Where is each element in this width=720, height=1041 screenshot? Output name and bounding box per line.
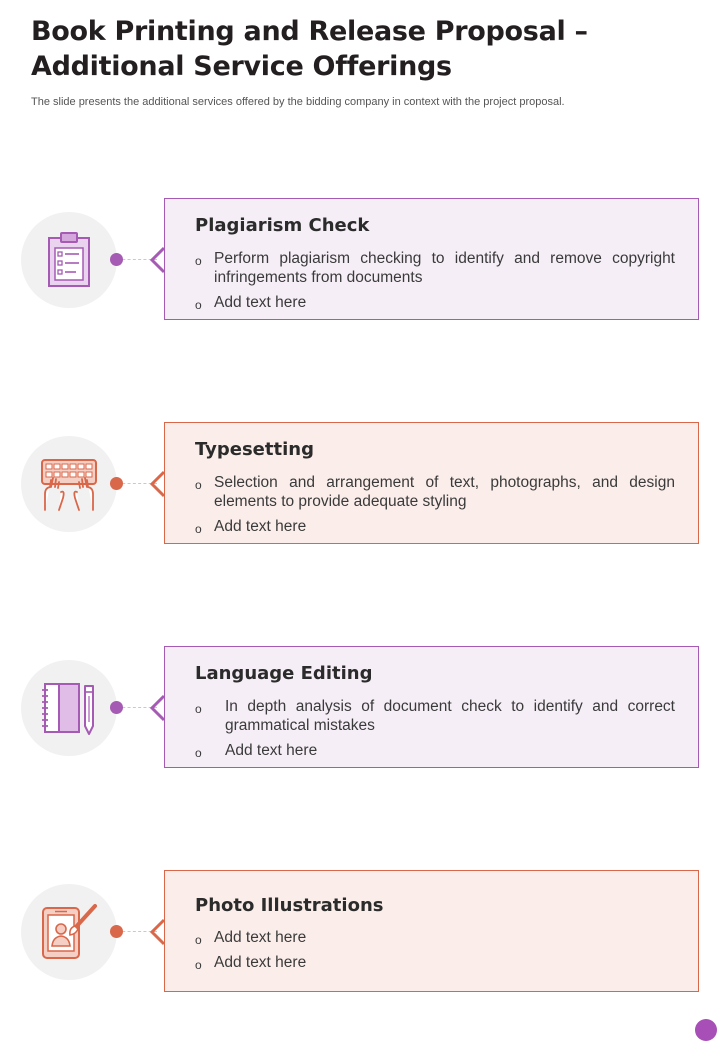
icon-circle	[21, 660, 117, 756]
icon-circle	[21, 884, 117, 980]
service-title: Language Editing	[195, 663, 373, 684]
bullet-list	[195, 697, 675, 766]
bullet-list	[195, 928, 675, 978]
service-row-photo-illustrations	[0, 870, 720, 994]
service-title: Typesetting	[195, 439, 314, 460]
bullet-item: o In depth analysis of document check to identify and correct grammatical mistakes	[195, 698, 675, 734]
bullet-list	[195, 249, 675, 318]
bullet-item: o Add text here	[195, 518, 307, 536]
corner-decoration-dot	[695, 1019, 717, 1041]
page-subtitle: The slide presents the additional services offered by the bidding company in context with the project proposal.	[31, 96, 565, 108]
connector-dot	[110, 253, 123, 266]
service-row-typesetting	[0, 422, 720, 546]
bullet-item: o Add text here	[195, 929, 307, 947]
connector-dot	[110, 701, 123, 714]
bullet-item: o Perform plagiarism checking to identify and remove copyright infringements from documents	[195, 250, 675, 286]
service-card	[164, 422, 699, 544]
connector-dot	[110, 925, 123, 938]
service-card	[164, 646, 699, 768]
service-card	[164, 870, 699, 992]
bullet-item: o Selection and arrangement of text, photographs, and design elements to provide adequate styling	[195, 474, 675, 510]
bullet-list	[195, 473, 675, 542]
page-title: Book Printing and Release Proposal – Additional Service Offerings	[31, 16, 588, 82]
icon-circle	[21, 212, 117, 308]
service-card	[164, 198, 699, 320]
bullet-item: o Add text here	[195, 742, 318, 760]
connector-dot	[110, 477, 123, 490]
service-title: Plagiarism Check	[195, 215, 370, 236]
tablet-portrait-brush-icon	[39, 902, 99, 962]
bullet-item: o Add text here	[195, 954, 307, 972]
icon-circle	[21, 436, 117, 532]
service-row-language-editing	[0, 646, 720, 770]
service-row-plagiarism	[0, 198, 720, 322]
keyboard-hands-icon	[39, 454, 99, 514]
service-title: Photo Illustrations	[195, 895, 384, 916]
notebook-pen-icon	[39, 678, 99, 738]
bullet-item: o Add text here	[195, 294, 307, 312]
clipboard-checklist-icon	[39, 230, 99, 290]
